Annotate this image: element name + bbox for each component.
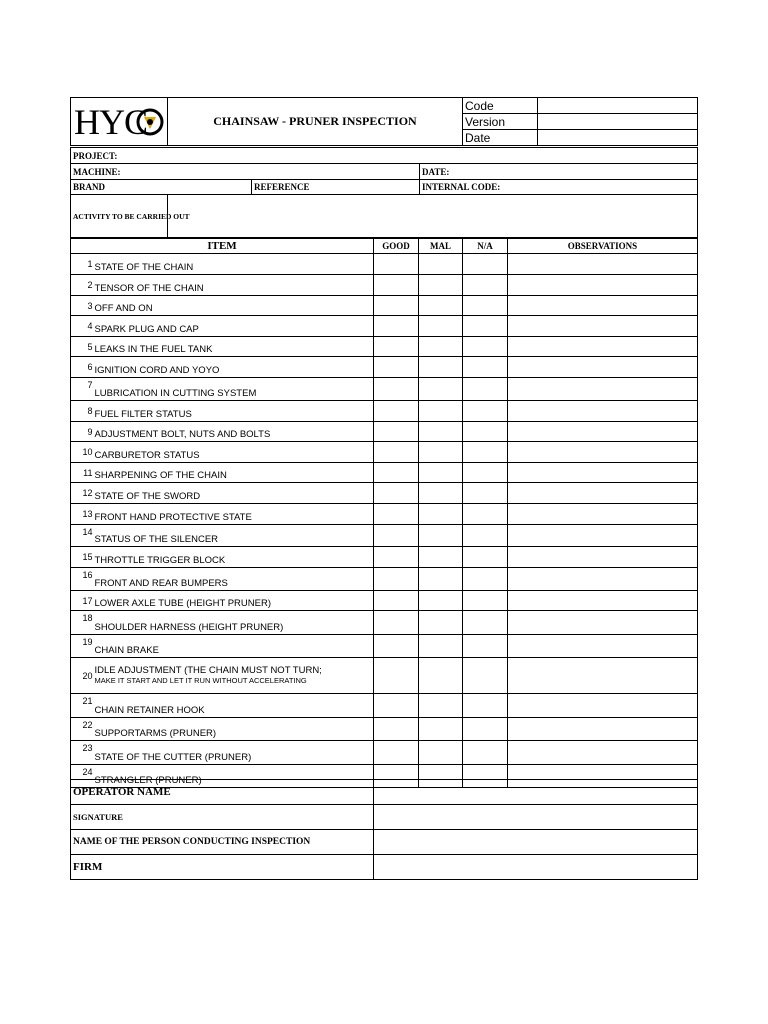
row-label — [94, 568, 374, 591]
row-label-text: SUPPORTARMS (PRUNER) — [94, 728, 217, 739]
observations-cell[interactable] — [508, 422, 698, 442]
good-cell[interactable] — [374, 525, 419, 547]
good-cell[interactable] — [374, 658, 419, 694]
good-cell[interactable] — [374, 504, 419, 525]
row-label-text: IDLE ADJUSTMENT (THE CHAIN MUST NOT TURN; — [94, 665, 322, 676]
mal-cell[interactable] — [419, 568, 463, 591]
row-label — [94, 316, 374, 337]
mal-cell[interactable] — [419, 483, 463, 504]
table-row — [71, 591, 698, 611]
row-label-text: SPARK PLUG AND CAP — [94, 324, 199, 335]
mal-cell[interactable] — [419, 525, 463, 547]
row-label-text: STATE OF THE CHAIN — [94, 262, 194, 273]
observations-cell[interactable] — [508, 718, 698, 741]
mal-cell[interactable] — [419, 422, 463, 442]
row-label — [94, 483, 374, 504]
good-cell[interactable] — [374, 463, 419, 483]
na-cell[interactable] — [463, 337, 508, 357]
row-number: 5 — [71, 337, 94, 357]
observations-cell[interactable] — [508, 525, 698, 547]
col-good: GOOD — [374, 239, 419, 254]
row-label — [94, 718, 374, 741]
mal-cell[interactable] — [419, 442, 463, 463]
na-cell[interactable] — [463, 296, 508, 316]
good-cell[interactable] — [374, 635, 419, 658]
signoff-table — [70, 779, 698, 880]
good-cell[interactable] — [374, 401, 419, 422]
row-number: 23 — [71, 741, 94, 765]
observations-cell[interactable] — [508, 378, 698, 401]
table-row — [71, 525, 698, 547]
table-row — [71, 463, 698, 483]
mal-cell[interactable] — [419, 357, 463, 378]
row-number: 17 — [71, 591, 94, 611]
row-label — [94, 296, 374, 316]
mal-cell[interactable] — [419, 254, 463, 275]
row-number: 20 — [71, 658, 94, 694]
table-row — [71, 504, 698, 525]
good-cell[interactable] — [374, 442, 419, 463]
row-number: 24 — [71, 765, 94, 788]
row-label-text: FRONT AND REAR BUMPERS — [94, 578, 228, 589]
date-label: Date — [463, 130, 538, 146]
col-mal: MAL — [419, 239, 463, 254]
table-row — [71, 658, 698, 694]
na-cell[interactable] — [463, 442, 508, 463]
observations-cell[interactable] — [508, 547, 698, 568]
row-label-text: LUBRICATION IN CUTTING SYSTEM — [94, 388, 257, 399]
na-cell[interactable] — [463, 658, 508, 694]
row-label — [94, 504, 374, 525]
operator-name-field[interactable] — [374, 780, 698, 805]
activity-field[interactable] — [168, 195, 698, 238]
good-cell[interactable] — [374, 547, 419, 568]
good-cell[interactable] — [374, 275, 419, 296]
table-row — [71, 275, 698, 296]
row-label — [94, 694, 374, 718]
table-row — [71, 337, 698, 357]
good-cell[interactable] — [374, 422, 419, 442]
code-field[interactable] — [538, 98, 698, 114]
na-cell[interactable] — [463, 483, 508, 504]
row-label — [94, 547, 374, 568]
observations-cell[interactable] — [508, 401, 698, 422]
table-header-row — [71, 239, 698, 254]
mal-cell[interactable] — [419, 694, 463, 718]
good-cell[interactable] — [374, 611, 419, 635]
row-number: 15 — [71, 547, 94, 568]
observations-cell[interactable] — [508, 296, 698, 316]
mal-cell[interactable] — [419, 741, 463, 765]
row-label-text: SHOULDER HARNESS (HEIGHT PRUNER) — [94, 622, 284, 633]
row-label — [94, 611, 374, 635]
na-cell[interactable] — [463, 275, 508, 296]
row-label-text: FRONT HAND PROTECTIVE STATE — [94, 512, 252, 523]
row-number: 22 — [71, 718, 94, 741]
row-label-text: TENSOR OF THE CHAIN — [94, 283, 204, 294]
row-number: 13 — [71, 504, 94, 525]
table-row — [71, 547, 698, 568]
row-label-text: LOWER AXLE TUBE (HEIGHT PRUNER) — [94, 598, 271, 609]
table-row — [71, 611, 698, 635]
company-logo: HYC — [74, 102, 148, 142]
row-label-text: LEAKS IN THE FUEL TANK — [94, 344, 213, 355]
observations-cell[interactable] — [508, 611, 698, 635]
good-cell[interactable] — [374, 591, 419, 611]
row-label — [94, 254, 374, 275]
row-number: 9 — [71, 422, 94, 442]
row-label — [94, 337, 374, 357]
observations-cell[interactable] — [508, 254, 698, 275]
logo-emblem-icon — [135, 107, 165, 137]
row-label-subtext: MAKE IT START AND LET IT RUN WITHOUT ACCELERATING — [94, 676, 307, 685]
good-cell[interactable] — [374, 378, 419, 401]
table-row — [71, 296, 698, 316]
na-cell[interactable] — [463, 741, 508, 765]
na-cell[interactable] — [463, 463, 508, 483]
row-number: 16 — [71, 568, 94, 591]
mal-cell[interactable] — [419, 611, 463, 635]
row-label-text: STATUS OF THE SILENCER — [94, 534, 219, 545]
row-number: 18 — [71, 611, 94, 635]
row-number: 8 — [71, 401, 94, 422]
good-cell[interactable] — [374, 254, 419, 275]
observations-cell[interactable] — [508, 741, 698, 765]
observations-cell[interactable] — [508, 357, 698, 378]
machine-field[interactable]: MACHINE: — [71, 164, 420, 180]
observations-cell[interactable] — [508, 316, 698, 337]
mal-cell[interactable] — [419, 316, 463, 337]
mal-cell[interactable] — [419, 378, 463, 401]
mal-cell[interactable] — [419, 296, 463, 316]
row-number: 11 — [71, 463, 94, 483]
col-na: N/A — [463, 239, 508, 254]
form-info — [70, 147, 698, 238]
row-label-text: OFF AND ON — [94, 303, 153, 314]
row-label — [94, 378, 374, 401]
mal-cell[interactable] — [419, 658, 463, 694]
na-cell[interactable] — [463, 422, 508, 442]
row-label-text: SHARPENING OF THE CHAIN — [94, 470, 227, 481]
row-label-text: CHAIN RETAINER HOOK — [94, 705, 205, 716]
col-item: ITEM — [71, 239, 374, 254]
inspector-field[interactable] — [374, 830, 698, 855]
row-label-text: ADJUSTMENT BOLT, NUTS AND BOLTS — [94, 429, 271, 440]
good-cell[interactable] — [374, 568, 419, 591]
good-cell[interactable] — [374, 718, 419, 741]
observations-cell[interactable] — [508, 504, 698, 525]
reference-field[interactable]: REFERENCE — [252, 180, 420, 195]
row-label — [94, 357, 374, 378]
row-number: 14 — [71, 525, 94, 547]
mal-cell[interactable] — [419, 591, 463, 611]
code-label: Code — [463, 98, 538, 114]
observations-cell[interactable] — [508, 635, 698, 658]
na-cell[interactable] — [463, 316, 508, 337]
mal-cell[interactable] — [419, 337, 463, 357]
row-label — [94, 422, 374, 442]
observations-cell[interactable] — [508, 275, 698, 296]
date-field-2[interactable]: DATE: — [420, 164, 698, 180]
project-field[interactable]: PROJECT: — [71, 148, 698, 164]
na-cell[interactable] — [463, 591, 508, 611]
observations-cell[interactable] — [508, 591, 698, 611]
table-row — [71, 483, 698, 504]
row-number: 7 — [71, 378, 94, 401]
firm-label: FIRM — [71, 855, 374, 880]
row-label-text: IGNITION CORD AND YOYO — [94, 365, 220, 376]
mal-cell[interactable] — [419, 401, 463, 422]
row-label-text: STRANGLER (PRUNER) — [94, 775, 202, 786]
na-cell[interactable] — [463, 401, 508, 422]
row-label-text: CARBURETOR STATUS — [94, 450, 200, 461]
observations-cell[interactable] — [508, 337, 698, 357]
row-number: 6 — [71, 357, 94, 378]
table-row — [71, 357, 698, 378]
good-cell[interactable] — [374, 483, 419, 504]
good-cell[interactable] — [374, 357, 419, 378]
row-label — [94, 275, 374, 296]
row-label-text: THROTTLE TRIGGER BLOCK — [94, 555, 226, 566]
na-cell[interactable] — [463, 378, 508, 401]
row-number: 21 — [71, 694, 94, 718]
table-row — [71, 635, 698, 658]
brand-field[interactable]: BRAND — [71, 180, 252, 195]
table-row — [71, 422, 698, 442]
row-label — [94, 442, 374, 463]
row-label-text: FUEL FILTER STATUS — [94, 409, 192, 420]
table-row — [71, 401, 698, 422]
good-cell[interactable] — [374, 296, 419, 316]
na-cell[interactable] — [463, 635, 508, 658]
row-number: 4 — [71, 316, 94, 337]
row-label — [94, 401, 374, 422]
na-cell[interactable] — [463, 611, 508, 635]
row-number: 19 — [71, 635, 94, 658]
row-label — [94, 741, 374, 765]
observations-cell[interactable] — [508, 568, 698, 591]
na-cell[interactable] — [463, 254, 508, 275]
observations-cell[interactable] — [508, 442, 698, 463]
na-cell[interactable] — [463, 504, 508, 525]
na-cell[interactable] — [463, 568, 508, 591]
table-row — [71, 442, 698, 463]
good-cell[interactable] — [374, 337, 419, 357]
mal-cell[interactable] — [419, 275, 463, 296]
signature-label: SIGNATURE — [71, 805, 374, 830]
row-label — [94, 658, 374, 694]
row-label — [94, 463, 374, 483]
table-row — [71, 378, 698, 401]
row-label — [94, 635, 374, 658]
na-cell[interactable] — [463, 694, 508, 718]
logo-cell — [71, 98, 168, 146]
form-title: CHAINSAW - PRUNER INSPECTION — [168, 98, 463, 146]
col-observations: OBSERVATIONS — [508, 239, 698, 254]
good-cell[interactable] — [374, 694, 419, 718]
inspector-label: NAME OF THE PERSON CONDUCTING INSPECTION — [71, 830, 374, 855]
observations-cell[interactable] — [508, 483, 698, 504]
good-cell[interactable] — [374, 741, 419, 765]
observations-cell[interactable] — [508, 658, 698, 694]
row-number: 1 — [71, 254, 94, 275]
mal-cell[interactable] — [419, 504, 463, 525]
signature-field[interactable] — [374, 805, 698, 830]
row-number: 10 — [71, 442, 94, 463]
observations-cell[interactable] — [508, 463, 698, 483]
internal-code-field[interactable]: INTERNAL CODE: — [420, 180, 698, 195]
version-label: Version — [463, 114, 538, 130]
form-header — [70, 97, 698, 146]
row-number: 12 — [71, 483, 94, 504]
mal-cell[interactable] — [419, 635, 463, 658]
row-number: 3 — [71, 296, 94, 316]
na-cell[interactable] — [463, 357, 508, 378]
mal-cell[interactable] — [419, 718, 463, 741]
mal-cell[interactable] — [419, 547, 463, 568]
table-row — [71, 741, 698, 765]
row-label-text: STATE OF THE CUTTER (PRUNER) — [94, 752, 252, 763]
version-field[interactable] — [538, 114, 698, 130]
operator-name-label: OPERATOR NAME — [71, 780, 374, 805]
activity-label: ACTIVITY TO BE CARRIED OUT — [71, 195, 168, 238]
na-cell[interactable] — [463, 547, 508, 568]
mal-cell[interactable] — [419, 463, 463, 483]
na-cell[interactable] — [463, 718, 508, 741]
row-label — [94, 591, 374, 611]
table-row — [71, 718, 698, 741]
row-label-text: STATE OF THE SWORD — [94, 491, 201, 502]
observations-cell[interactable] — [508, 694, 698, 718]
good-cell[interactable] — [374, 316, 419, 337]
row-label — [94, 525, 374, 547]
row-number: 2 — [71, 275, 94, 296]
date-field[interactable] — [538, 130, 698, 146]
firm-field[interactable] — [374, 855, 698, 880]
table-row — [71, 694, 698, 718]
inspection-table — [70, 238, 698, 788]
na-cell[interactable] — [463, 525, 508, 547]
row-label-text: CHAIN BRAKE — [94, 645, 159, 656]
table-row — [71, 568, 698, 591]
table-row — [71, 316, 698, 337]
table-row — [71, 254, 698, 275]
